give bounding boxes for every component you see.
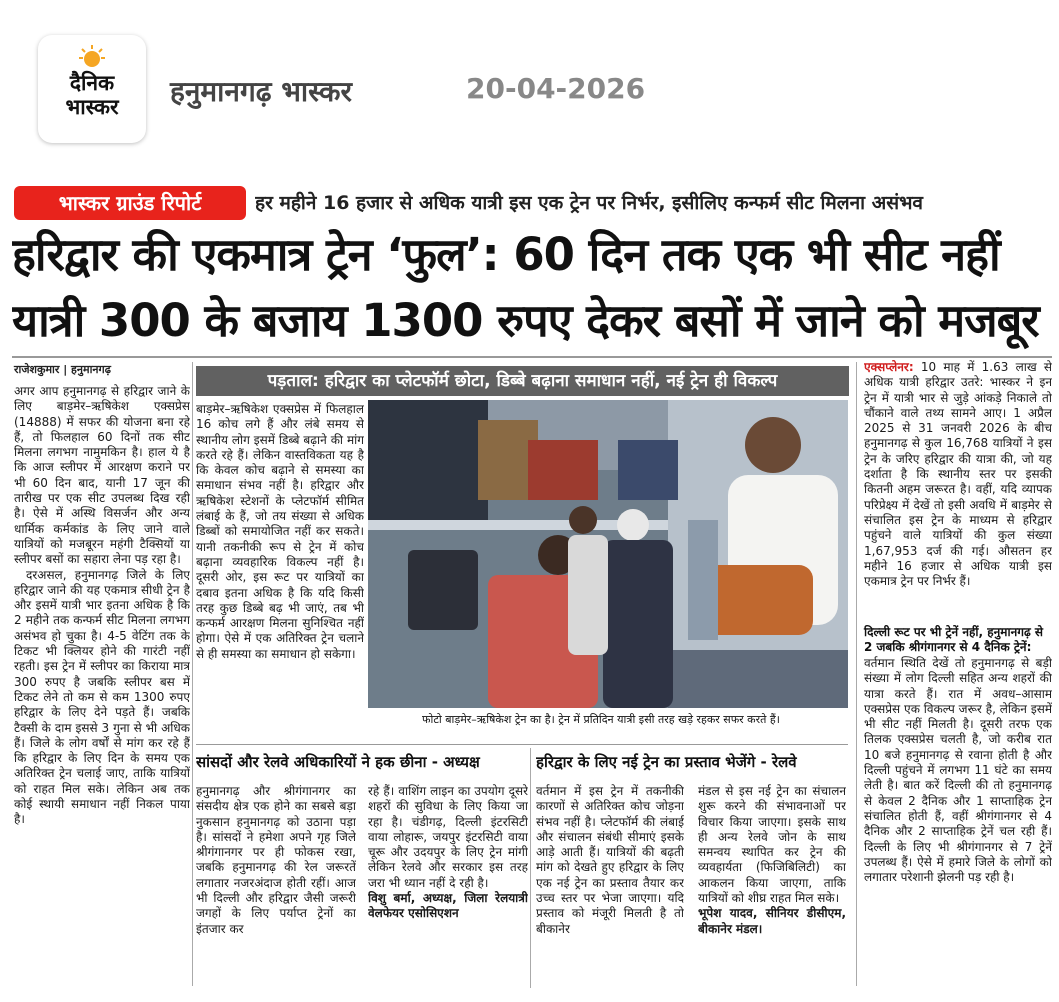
column-divider — [530, 748, 531, 988]
headline-rule — [12, 356, 1052, 358]
kicker-text: हर महीने 16 हजार से अधिक यात्री इस एक ट्रेन पर निर्भर, इसीलिए कन्फर्म सीट मिलना असंभव — [255, 192, 923, 214]
railway-column-a: वर्तमान में इस ट्रेन में तकनीकी कारणों से अतिरिक्त कोच जोड़ना संभव नहीं है। प्लेटफॉर्म की लंबाई और संचालन संबंधी सीमाएं इसके आड़े आती हैं। यात्रियों की बढ़ती मांग को देखते हुए हरिद्वार के लिए एक नई ट्रेन का प्रस्ताव तैयार कर उच्च स्तर पर भेजा जाएगा। यदि प्रस्ताव को मंजूरी मिलती है तो बीकानेर — [536, 784, 684, 936]
delhi-route-subheading: दिल्ली रूट पर भी ट्रेनें नहीं, हनुमानगढ़ से 2 जबकि श्रीगंगानगर से 4 दैनिक ट्रेनें: — [864, 625, 1044, 654]
left-paragraph-1: अगर आप हनुमानगढ़ से हरिद्वार जाने के लिए बाड़मेर–ऋषिकेश एक्सप्रेस (14888) में सफर की योजना बना रहे हैं, तो फिलहाल 60 दिनों तक सीट मिलना लगभग नामुमकिन है। हाल ये है कि आज स्लीपर में आरक्षण कराने पर भी 60 दिन बाद, यानी 17 जून की तारीख पर एक सीट उपलब्ध दिख रही है। ऐसे में अस्थि विसर्जन और अन्य धार्मिक कर्मकांड के लिए जाने वाले यात्रियों को मजबूरन महंगी टैक्सियों या स्लीपर बसों का सहारा लेना पड़ रहा है। — [14, 384, 190, 567]
headline-line1: हरिद्वार की एकमात्र ट्रेन ‘फुल’: 60 दिन तक एक भी सीट नहीं — [12, 228, 1000, 281]
section-rule — [196, 744, 848, 745]
edition-date: 20-04-2026 — [466, 72, 646, 105]
train-photo[interactable] — [368, 400, 848, 708]
railway-column-b — [698, 784, 846, 988]
ground-report-tag: भास्कर ग्राउंड रिपोर्ट — [14, 186, 246, 220]
app-header — [0, 0, 1059, 175]
delhi-route-text: वर्तमान स्थिति देखें तो हनुमानगढ़ से बड़ी संख्या में लोग दिल्ली सहित अन्य शहरों की यात्रा करते हैं। रात में अवध–आसाम एक्सप्रेस एक विकल्प जरूर है, लेकिन इसमें भी सीट नहीं मिलती है। दूसरी तरफ एक तिलक एक्सप्रेस चलती है, जो करीब रात 10 बजे हनुमानगढ़ से रवाना होती है और दिल्ली पहुंचने में लगभग 11 घंटे का समय लेती है। बात करें दिल्ली की तो हनुमानगढ़ से केवल 2 दैनिक और 1 साप्ताहिक ट्रेन संचालित होती हैं, वहीं श्रीगंगानगर से 4 दैनिक और 2 साप्ताहिक ट्रेनें चल रही हैं। दिल्ली के लिए भी श्रीगंगानगर से 7 ट्रेनें उपलब्ध हैं। ऐसे में हमारे जिले के लोगों को लगातार परेशानी झेलनी पड़ रही है। — [864, 656, 1052, 885]
mps-quote-signature: विशु बर्मा, अध्यक्ष, जिला रेलयात्री वेलफेयर एसोसिएशन — [368, 891, 528, 921]
railway-quote-signature: भूपेश यादव, सीनियर डीसीएम, बीकानेर मंडल। — [698, 906, 846, 936]
logo-text-line2: भास्कर — [65, 95, 119, 119]
explainer-column — [864, 360, 1052, 622]
explainer-text: 10 माह में 1.63 लाख से अधिक यात्री हरिद्वार उतरे: भास्कर ने इन ट्रेन में यात्री भार से जुड़े आंकड़े निकाले तो चौंकाने वाले तथ्य सामने आए। 1 अप्रैल 2025 से 31 जनवरी 2026 के बीच हनुमानगढ़ से कुल 16,768 यात्रियों ने इस ट्रेन के जरिए हरिद्वार की यात्रा की, जो यह दर्शाता है कि स्थानीय स्तर पर इसकी कितनी अहम जरूरत है। वहीं, यदि व्यापक परिप्रेक्ष्य में देखें तो इसी अवधि में बाड़मेर से संचालित इस ट्रेन के माध्यम से हरिद्वार पहुंचने वाले यात्रियों की कुल संख्या 1,67,953 दर्ज की गई। औसतन हर महीने 16 हजार से अधिक यात्री इस एकमात्र ट्रेन पर निर्भर हैं। — [864, 360, 1052, 589]
probe-banner: पड़ताल: हरिद्वार का प्लेटफॉर्म छोटा, डिब्बे बढ़ाना समाधान नहीं, नई ट्रेन ही विकल्प — [196, 366, 849, 396]
logo-text-line1: दैनिक — [69, 71, 115, 95]
column-divider — [856, 362, 857, 986]
edition-title: हनुमानगढ़ भास्कर — [170, 75, 353, 108]
middle-column-text: बाड़मेर–ऋषिकेश एक्सप्रेस में फिलहाल 16 कोच लगे हैं और लंबे समय से स्थानीय लोग इसमें डिब्बे बढ़ाने की मांग करते रहे हैं। लेकिन वास्तविकता यह है कि केवल कोच बढ़ाने से समस्या का समाधान संभव नहीं है। हरिद्वार और ऋषिकेश स्टेशनों के प्लेटफॉर्म सीमित लंबाई के हैं, जो तय संख्या से अधिक डिब्बों को समायोजित नहीं कर सकते। यानी तकनीकी रूप से ट्रेन में कोच बढ़ाना व्यवहारिक विकल्प नहीं है। दूसरी ओर, इस रूट पर यात्रियों का दबाव इतना अधिक है कि यदि किसी तरह कुछ डिब्बे बढ़ भी जाएं, तब भी कन्फर्म आरक्षण मिलना सुनिश्चित नहीं होगा। ऐसे में एक अतिरिक्त ट्रेन चलाने से ही समस्या का समाधान हो सकेगा। — [196, 402, 364, 661]
left-paragraph-2: दरअसल, हनुमानगढ़ जिले के लिए हरिद्वार जाने की यह एकमात्र सीधी ट्रेन है और इसमें यात्री भार इतना अधिक है कि 2 महीने तक कन्फर्म सीट मिलना लगभग असंभव हो चुका है। 4-5 वेटिंग तक के टिकट भी क्लियर होने की गारंटी नहीं रहती। इस ट्रेन में स्लीपर का किराया मात्र 300 रुपए है जबकि स्लीपर बस में टिकट लेने तो कम से कम 1300 रुपए हरिद्वार के लिए देने पड़ते हैं। जबकि टैक्सी के दाम इससे 3 गुना से भी अधिक हैं। जिले के लोग वर्षों से मांग कर रहे हैं कि हरिद्वार के लिए दिन के समय एक अतिरिक्त ट्रेन चलाई जाए, ताकि यात्रियों को राहत मिल सके। लेकिन अब तक कोई स्थायी समाधान नहीं निकल पाया है। — [14, 567, 190, 827]
dainik-bhaskar-logo[interactable] — [38, 35, 146, 143]
railway-column-b-text: मंडल से इस नई ट्रेन का संचालन शुरू करने की संभावनाओं पर विचार किया जाएगा। इसके साथ ही अन्य रेलवे जोन के साथ समन्वय स्थापित कर ट्रेन की व्यवहार्यता (फिजिबिलिटी) का आकलन किया जाएगा, ताकि यात्रियों को शीघ्र राहत मिल सके। — [698, 784, 846, 906]
subheading-railway: हरिद्वार के लिए नई ट्रेन का प्रस्ताव भेजेंगे - रेलवे — [536, 753, 797, 771]
photo-caption: फोटो बाड़मेर–ऋषिकेश ट्रेन का है। ट्रेन में प्रतिदिन यात्री इसी तरह खड़े रहकर सफर करते हैं। — [422, 713, 780, 726]
subheading-mps: सांसदों और रेलवे अधिकारियों ने हक छीना - अध्यक्ष — [196, 753, 480, 771]
headline-line2: यात्री 300 के बजाय 1300 रुपए देकर बसों में जाने को मजबूर — [12, 294, 1039, 347]
column-divider — [192, 362, 193, 986]
mps-column-b-text: रहे हैं। वाशिंग लाइन का उपयोग दूसरे शहरों की सुविधा के लिए किया जा रहा है। चंडीगढ़, दिल्ली इंटरसिटी वाया लोहारू, जयपुर इंटरसिटी वाया चूरू और उदयपुर के लिए ट्रेन मांगी लेकिन रेलवे और सरकार इस तरह जरा भी ध्यान नहीं दे रही है। — [368, 784, 528, 890]
left-column-text — [14, 384, 190, 984]
byline: राजेशकुमार | हनुमानगढ़ — [14, 363, 111, 376]
sun-icon — [79, 45, 105, 71]
mps-column-a: हनुमानगढ़ और श्रीगंगानगर का संसदीय क्षेत्र एक होने का सबसे बड़ा नुकसान हनुमानगढ़ को उठाना पड़ा है। सांसदों ने हमेशा अपने गृह जिले श्रीगंगानगर पर ही फोकस रखा, जबकि हनुमानगढ़ की रेल जरूरतें लगातार नजरअंदाज होती रहीं। आज भी दिल्ली और हरिद्वार जैसी जरूरी जगहों के लिए पर्याप्त ट्रेनों का इंतजार कर — [196, 784, 356, 936]
explainer-label: एक्सप्लेनर: — [864, 360, 914, 374]
mps-column-b — [368, 784, 528, 988]
